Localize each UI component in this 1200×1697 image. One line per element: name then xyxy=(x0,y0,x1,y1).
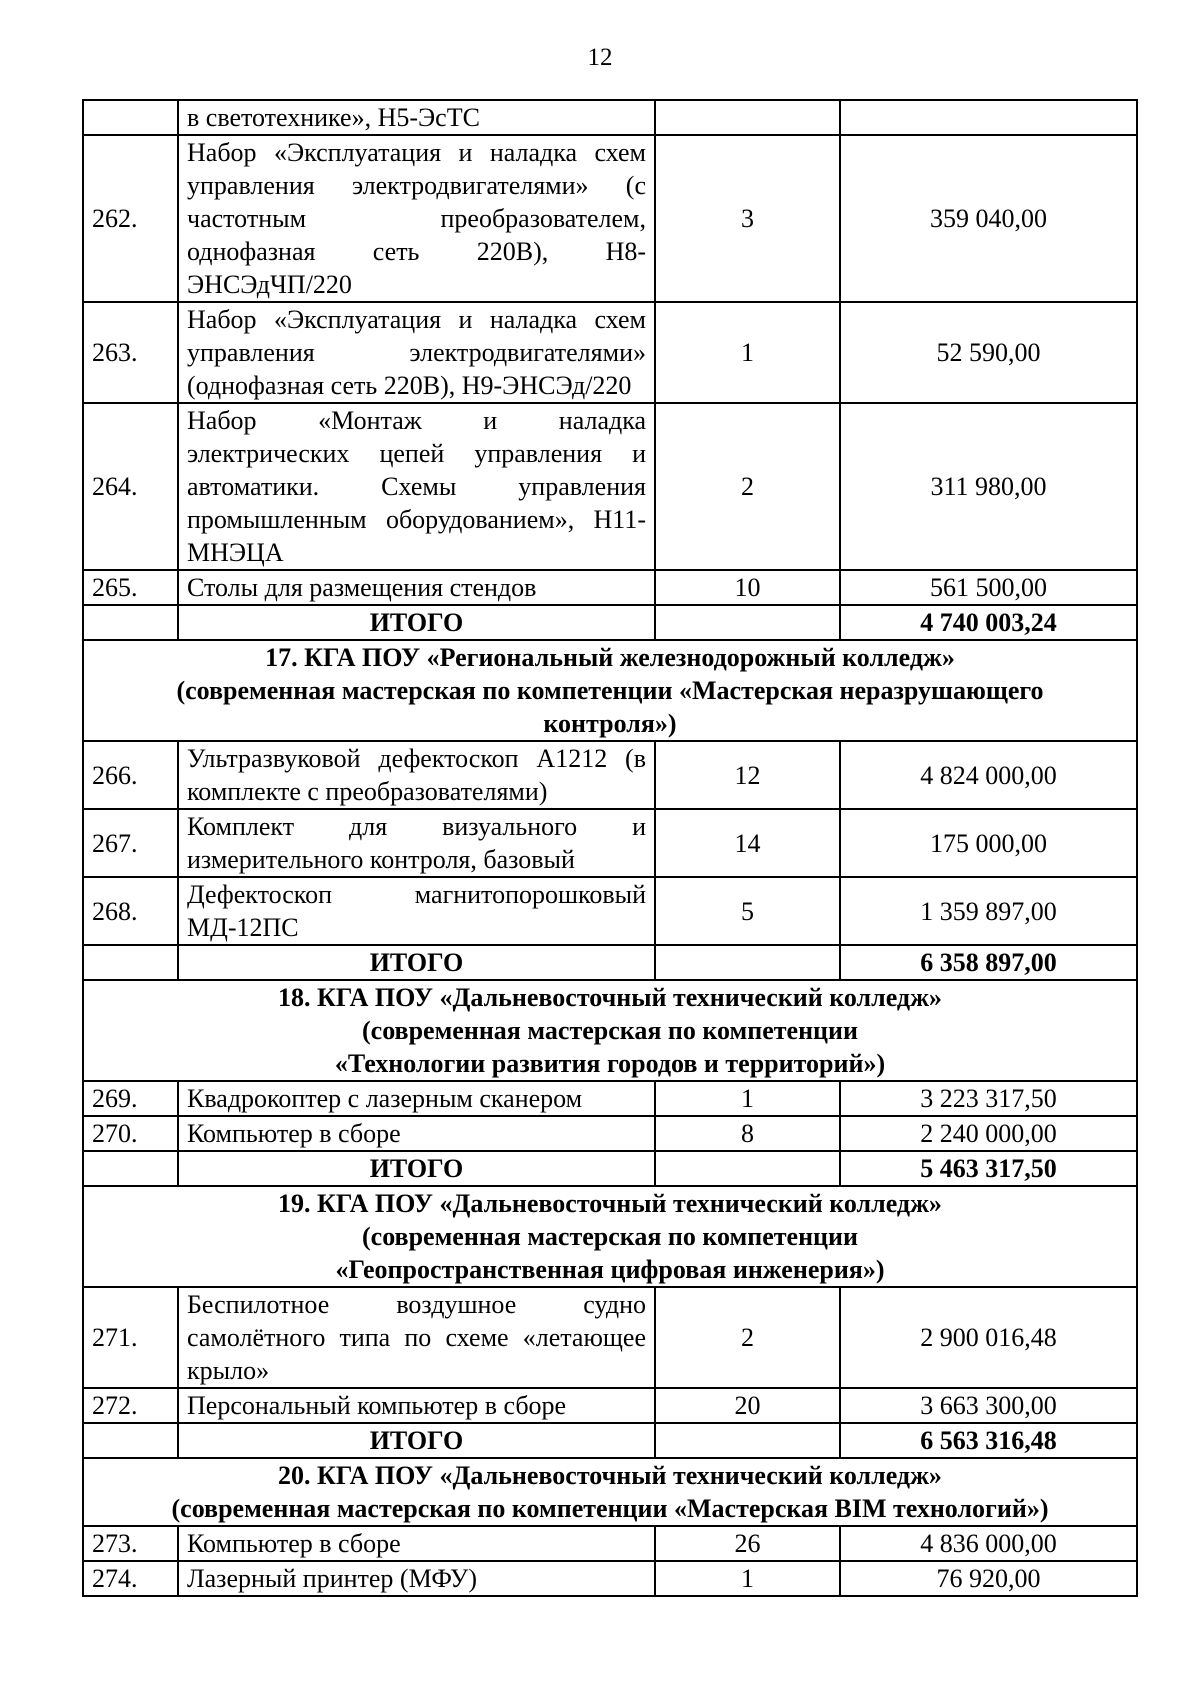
item-quantity: 1 xyxy=(655,1081,840,1116)
section-header-line: «Технологии развития городов и территорий») xyxy=(334,1049,886,1078)
row-number: 268. xyxy=(83,877,178,945)
row-number: 265. xyxy=(83,570,178,605)
section-header-line: 17. КГА ПОУ «Региональный железнодорожный колледж» xyxy=(265,643,955,672)
item-price: 2 900 016,48 xyxy=(840,1287,1137,1388)
item-name: Персональный компьютер в сборе xyxy=(178,1388,655,1423)
item-quantity: 20 xyxy=(655,1388,840,1423)
item-quantity: 10 xyxy=(655,570,840,605)
row-number: 267. xyxy=(83,809,178,877)
row-number: 263. xyxy=(83,302,178,403)
section-header-line: 18. КГА ПОУ «Дальневосточный технический колледж» xyxy=(278,983,942,1012)
row-number xyxy=(83,100,178,135)
item-price: 1 359 897,00 xyxy=(840,877,1137,945)
total-row xyxy=(83,605,1137,640)
table-row xyxy=(83,809,1137,877)
total-empty-cell xyxy=(83,945,178,980)
item-quantity: 5 xyxy=(655,877,840,945)
equipment-table-body xyxy=(83,100,1137,1596)
item-price: 76 920,00 xyxy=(840,1561,1137,1596)
item-name: Лазерный принтер (МФУ) xyxy=(178,1561,655,1596)
total-label: ИТОГО xyxy=(178,1423,655,1458)
section-header xyxy=(83,1458,1137,1526)
item-name: Квадрокоптер с лазерным сканером xyxy=(178,1081,655,1116)
item-price: 52 590,00 xyxy=(840,302,1137,403)
total-label: ИТОГО xyxy=(178,1151,655,1186)
item-price xyxy=(840,100,1137,135)
item-quantity: 1 xyxy=(655,1561,840,1596)
item-quantity: 3 xyxy=(655,135,840,302)
row-number: 274. xyxy=(83,1561,178,1596)
item-price: 561 500,00 xyxy=(840,570,1137,605)
item-quantity: 1 xyxy=(655,302,840,403)
item-price: 3 663 300,00 xyxy=(840,1388,1137,1423)
section-header xyxy=(83,640,1137,741)
table-row xyxy=(83,1081,1137,1116)
total-empty-cell xyxy=(655,945,840,980)
section-header-row xyxy=(83,1458,1137,1526)
table-row xyxy=(83,403,1137,570)
equipment-table xyxy=(82,99,1138,1597)
item-price: 3 223 317,50 xyxy=(840,1081,1137,1116)
row-number: 270. xyxy=(83,1116,178,1151)
row-number: 266. xyxy=(83,741,178,809)
item-quantity xyxy=(655,100,840,135)
item-name: в светотехнике», Н5-ЭсТС xyxy=(178,100,655,135)
total-empty-cell xyxy=(83,1151,178,1186)
section-header-line: 19. КГА ПОУ «Дальневосточный технический колледж» xyxy=(278,1189,942,1218)
item-quantity: 8 xyxy=(655,1116,840,1151)
table-row xyxy=(83,302,1137,403)
table-row xyxy=(83,741,1137,809)
row-number: 271. xyxy=(83,1287,178,1388)
page-number: 12 xyxy=(587,44,613,71)
section-header-line: (современная мастерская по компетенции xyxy=(362,1016,858,1045)
section-header-line: контроля») xyxy=(543,709,677,738)
total-empty-cell xyxy=(83,1423,178,1458)
item-name: Дефектоскоп магнитопорошковый МД-12ПС xyxy=(178,877,655,945)
total-empty-cell xyxy=(655,1151,840,1186)
row-number: 269. xyxy=(83,1081,178,1116)
table-row xyxy=(83,877,1137,945)
item-name: Ультразвуковой дефектоскоп А1212 (в комплекте с преобразователями) xyxy=(178,741,655,809)
table-row xyxy=(83,1526,1137,1561)
item-name: Беспилотное воздушное судно самолётного типа по схеме «летающее крыло» xyxy=(178,1287,655,1388)
item-name: Столы для размещения стендов xyxy=(178,570,655,605)
total-row xyxy=(83,945,1137,980)
total-row xyxy=(83,1423,1137,1458)
row-number: 262. xyxy=(83,135,178,302)
section-header-row xyxy=(83,1186,1137,1287)
item-price: 311 980,00 xyxy=(840,403,1137,570)
item-quantity: 12 xyxy=(655,741,840,809)
item-name: Набор «Эксплуатация и наладка схем управления электродвигателями» (с частотным преобразователем, однофазная сеть 220В), Н8-ЭНСЭдЧП/220 xyxy=(178,135,655,302)
total-empty-cell xyxy=(83,605,178,640)
item-name: Набор «Монтаж и наладка электрических цепей управления и автоматики. Схемы управления промышленным оборудованием», Н11-МНЭЦА xyxy=(178,403,655,570)
item-name: Комплект для визуального и измерительного контроля, базовый xyxy=(178,809,655,877)
total-label: ИТОГО xyxy=(178,605,655,640)
row-number: 273. xyxy=(83,1526,178,1561)
section-header-line: «Геопространственная цифровая инженерия») xyxy=(335,1255,885,1284)
section-header-line: 20. КГА ПОУ «Дальневосточный технический колледж» xyxy=(278,1461,942,1490)
item-price: 359 040,00 xyxy=(840,135,1137,302)
section-header-line: (современная мастерская по компетенции «Мастерская BIM технологий») xyxy=(171,1494,1049,1523)
total-value: 6 563 316,48 xyxy=(840,1423,1137,1458)
item-price: 2 240 000,00 xyxy=(840,1116,1137,1151)
total-value: 6 358 897,00 xyxy=(840,945,1137,980)
table-row xyxy=(83,570,1137,605)
row-number: 272. xyxy=(83,1388,178,1423)
total-value: 5 463 317,50 xyxy=(840,1151,1137,1186)
total-empty-cell xyxy=(655,605,840,640)
item-name: Компьютер в сборе xyxy=(178,1526,655,1561)
item-price: 175 000,00 xyxy=(840,809,1137,877)
table-row xyxy=(83,100,1137,135)
section-header xyxy=(83,1186,1137,1287)
section-header xyxy=(83,980,1137,1081)
section-header-line: (современная мастерская по компетенции «Мастерская неразрушающего xyxy=(176,676,1044,705)
total-label: ИТОГО xyxy=(178,945,655,980)
section-header-row xyxy=(83,980,1137,1081)
table-row xyxy=(83,1287,1137,1388)
row-number: 264. xyxy=(83,403,178,570)
item-name: Набор «Эксплуатация и наладка схем управления электродвигателями» (однофазная сеть 220В), Н9-ЭНСЭд/220 xyxy=(178,302,655,403)
table-row xyxy=(83,1561,1137,1596)
section-header-row xyxy=(83,640,1137,741)
item-quantity: 2 xyxy=(655,403,840,570)
item-quantity: 2 xyxy=(655,1287,840,1388)
total-value: 4 740 003,24 xyxy=(840,605,1137,640)
total-row xyxy=(83,1151,1137,1186)
section-header-line: (современная мастерская по компетенции xyxy=(362,1222,858,1251)
item-price: 4 824 000,00 xyxy=(840,741,1137,809)
table-row xyxy=(83,135,1137,302)
table-row xyxy=(83,1116,1137,1151)
item-name: Компьютер в сборе xyxy=(178,1116,655,1151)
total-empty-cell xyxy=(655,1423,840,1458)
item-quantity: 26 xyxy=(655,1526,840,1561)
item-quantity: 14 xyxy=(655,809,840,877)
table-row xyxy=(83,1388,1137,1423)
item-price: 4 836 000,00 xyxy=(840,1526,1137,1561)
